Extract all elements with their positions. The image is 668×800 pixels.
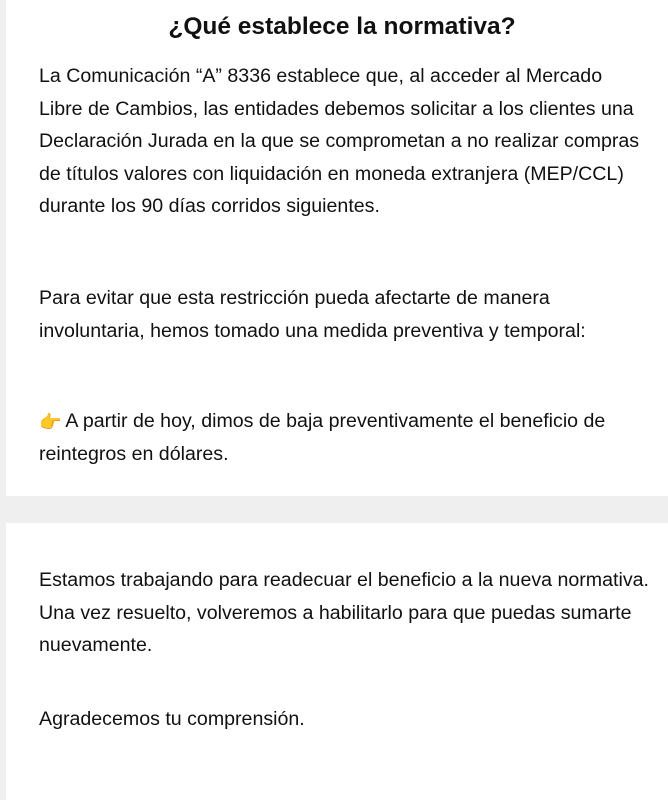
preventive-measure-text: Para evitar que esta restricción pueda afectarte de manera involuntaria, hemos tomado una medida preventiva y temporal: <box>39 287 586 342</box>
working-on-benefit-text: Estamos trabajando para readecuar el beneficio a la nueva normativa. Una vez resuelto, volveremos a habilitarlo para que puedas sumarte nuevamente. <box>39 569 649 656</box>
normativa-description: La Comunicación “A” 8336 establece que, al acceder al Mercado Libre de Cambios, las entidades debemos solicitar a los clientes una Declaración Jurada en la que se comprometan a no realizar compras de títulos valores con liquidación en moneda extranjera (MEP/CCL) durante los 90 días corridos siguientes. <box>39 65 640 217</box>
normativa-info-card <box>6 0 668 496</box>
thanks-text: Agradecemos tu comprensión. <box>39 708 305 730</box>
section-title: ¿Qué establece la normativa? <box>168 13 516 40</box>
pointing-hand-icon: 👉 <box>39 412 62 432</box>
notice-paragraph <box>39 405 650 470</box>
notice-text: A partir de hoy, dimos de baja preventivamente el beneficio de reintegros en dólares. <box>39 410 606 465</box>
followup-info-card <box>6 523 668 800</box>
